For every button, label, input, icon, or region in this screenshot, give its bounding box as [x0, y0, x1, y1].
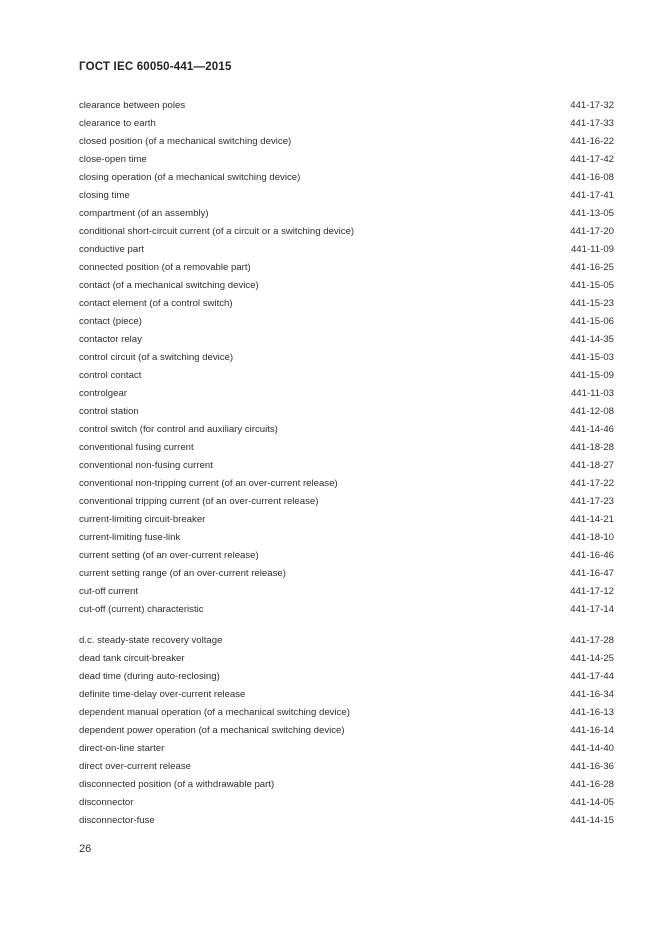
index-term: dependent power operation (of a mechanical switching device): [79, 725, 345, 736]
index-term: clearance between poles: [79, 100, 186, 111]
index-entry: [79, 403, 614, 421]
index-term: clearance to earth: [79, 118, 156, 129]
term-group: [79, 97, 614, 619]
index-entry: [79, 704, 614, 722]
index-entry: [79, 349, 614, 367]
index-entry: [79, 547, 614, 565]
index-entry: [79, 421, 614, 439]
index-term: control contact: [79, 370, 142, 381]
index-term: contactor relay: [79, 334, 142, 345]
index-term: contact element (of a control switch): [79, 298, 233, 309]
index-code: 441-16-13: [570, 707, 614, 718]
index-code: 441-15-05: [570, 280, 614, 291]
index-entry: [79, 457, 614, 475]
index-code: 441-15-23: [570, 298, 614, 309]
index-code: 441-17-44: [570, 671, 614, 682]
index-term: definite time-delay over-current release: [79, 689, 246, 700]
index-entry: [79, 668, 614, 686]
index-code: 441-14-25: [570, 653, 614, 664]
index-entry: [79, 650, 614, 668]
index-code: 441-12-08: [570, 406, 614, 417]
index-code: 441-17-32: [570, 100, 614, 111]
index-code: 441-14-40: [570, 743, 614, 754]
index-entry: [79, 241, 614, 259]
index-term: closed position (of a mechanical switching device): [79, 136, 292, 147]
index-term: direct-on-line starter: [79, 743, 165, 754]
index-code: 441-13-05: [570, 208, 614, 219]
index-code: 441-15-09: [570, 370, 614, 381]
index-code: 441-16-28: [570, 779, 614, 790]
index-code: 441-16-22: [570, 136, 614, 147]
index-entry: [79, 529, 614, 547]
index-code: 441-11-03: [570, 388, 614, 399]
index-term: current-limiting fuse-link: [79, 532, 181, 543]
index-entry: [79, 686, 614, 704]
index-code: 441-16-08: [570, 172, 614, 183]
index-term: control switch (for control and auxiliary circuits): [79, 424, 278, 435]
index-term: close-open time: [79, 154, 147, 165]
index-term: conventional non-tripping current (of an over-current release): [79, 478, 338, 489]
index-term: control circuit (of a switching device): [79, 352, 234, 363]
index-term: control station: [79, 406, 139, 417]
index-code: 441-16-34: [570, 689, 614, 700]
index-code: 441-15-03: [570, 352, 614, 363]
index-term: connected position (of a removable part): [79, 262, 251, 273]
index-code: 441-14-21: [570, 514, 614, 525]
index-entry: [79, 187, 614, 205]
index-entry: [79, 740, 614, 758]
index-code: 441-14-15: [570, 815, 614, 826]
index-term: disconnector-fuse: [79, 815, 155, 826]
index-term: controlgear: [79, 388, 127, 399]
index-entry: [79, 565, 614, 583]
index-term: closing operation (of a mechanical switching device): [79, 172, 301, 183]
index-term: conditional short-circuit current (of a circuit or a switching device): [79, 226, 355, 237]
index-code: 441-16-36: [570, 761, 614, 772]
index-entry: [79, 97, 614, 115]
index-code: 441-17-22: [570, 478, 614, 489]
index-term: conductive part: [79, 244, 145, 255]
index-code: 441-18-28: [570, 442, 614, 453]
index-code: 441-17-28: [570, 635, 614, 646]
index-entry: [79, 583, 614, 601]
index-entry: [79, 794, 614, 812]
index-term: current-limiting circuit-breaker: [79, 514, 206, 525]
index-term: dependent manual operation (of a mechanical switching device): [79, 707, 350, 718]
index-code: 441-17-33: [570, 118, 614, 129]
index-entry: [79, 722, 614, 740]
index-code: 441-16-46: [570, 550, 614, 561]
index-entry: [79, 758, 614, 776]
index-term: disconnected position (of a withdrawable part): [79, 779, 275, 790]
index-term: conventional fusing current: [79, 442, 194, 453]
page-number: 26: [79, 843, 92, 855]
index-entry: [79, 151, 614, 169]
index-entry: [79, 277, 614, 295]
index-entry: [79, 439, 614, 457]
index-entry: [79, 511, 614, 529]
term-index: [79, 97, 614, 830]
index-code: 441-17-20: [570, 226, 614, 237]
index-code: 441-11-09: [570, 244, 614, 255]
index-term: direct over-current release: [79, 761, 191, 772]
index-term: closing time: [79, 190, 130, 201]
index-term: d.c. steady-state recovery voltage: [79, 635, 223, 646]
index-entry: [79, 601, 614, 619]
index-entry: [79, 475, 614, 493]
index-term: conventional non-fusing current: [79, 460, 213, 471]
index-entry: [79, 295, 614, 313]
index-code: 441-17-41: [570, 190, 614, 201]
term-group: [79, 632, 614, 830]
index-code: 441-14-05: [570, 797, 614, 808]
index-entry: [79, 385, 614, 403]
index-entry: [79, 259, 614, 277]
index-entry: [79, 632, 614, 650]
index-entry: [79, 115, 614, 133]
index-code: 441-14-46: [570, 424, 614, 435]
index-term: current setting (of an over-current release): [79, 550, 259, 561]
index-term: contact (piece): [79, 316, 142, 327]
index-term: cut-off (current) characteristic: [79, 604, 204, 615]
index-code: 441-18-27: [570, 460, 614, 471]
index-term: conventional tripping current (of an over-current release): [79, 496, 319, 507]
index-entry: [79, 331, 614, 349]
index-entry: [79, 776, 614, 794]
index-term: dead tank circuit-breaker: [79, 653, 185, 664]
index-code: 441-14-35: [570, 334, 614, 345]
index-entry: [79, 812, 614, 830]
index-entry: [79, 367, 614, 385]
index-term: compartment (of an assembly): [79, 208, 209, 219]
index-term: dead time (during auto-reclosing): [79, 671, 220, 682]
index-entry: [79, 205, 614, 223]
index-entry: [79, 169, 614, 187]
index-entry: [79, 133, 614, 151]
index-entry: [79, 313, 614, 331]
index-code: 441-15-06: [570, 316, 614, 327]
index-term: disconnector: [79, 797, 134, 808]
index-code: 441-16-14: [570, 725, 614, 736]
index-code: 441-17-42: [570, 154, 614, 165]
index-term: contact (of a mechanical switching device): [79, 280, 259, 291]
index-term: cut-off current: [79, 586, 139, 597]
index-code: 441-16-25: [570, 262, 614, 273]
index-term: current setting range (of an over-current release): [79, 568, 286, 579]
index-code: 441-16-47: [570, 568, 614, 579]
index-code: 441-17-14: [570, 604, 614, 615]
index-code: 441-17-23: [570, 496, 614, 507]
index-code: 441-17-12: [570, 586, 614, 597]
index-entry: [79, 223, 614, 241]
index-entry: [79, 493, 614, 511]
document-header: ГОСТ IEC 60050-441—2015: [79, 61, 232, 73]
index-code: 441-18-10: [570, 532, 614, 543]
